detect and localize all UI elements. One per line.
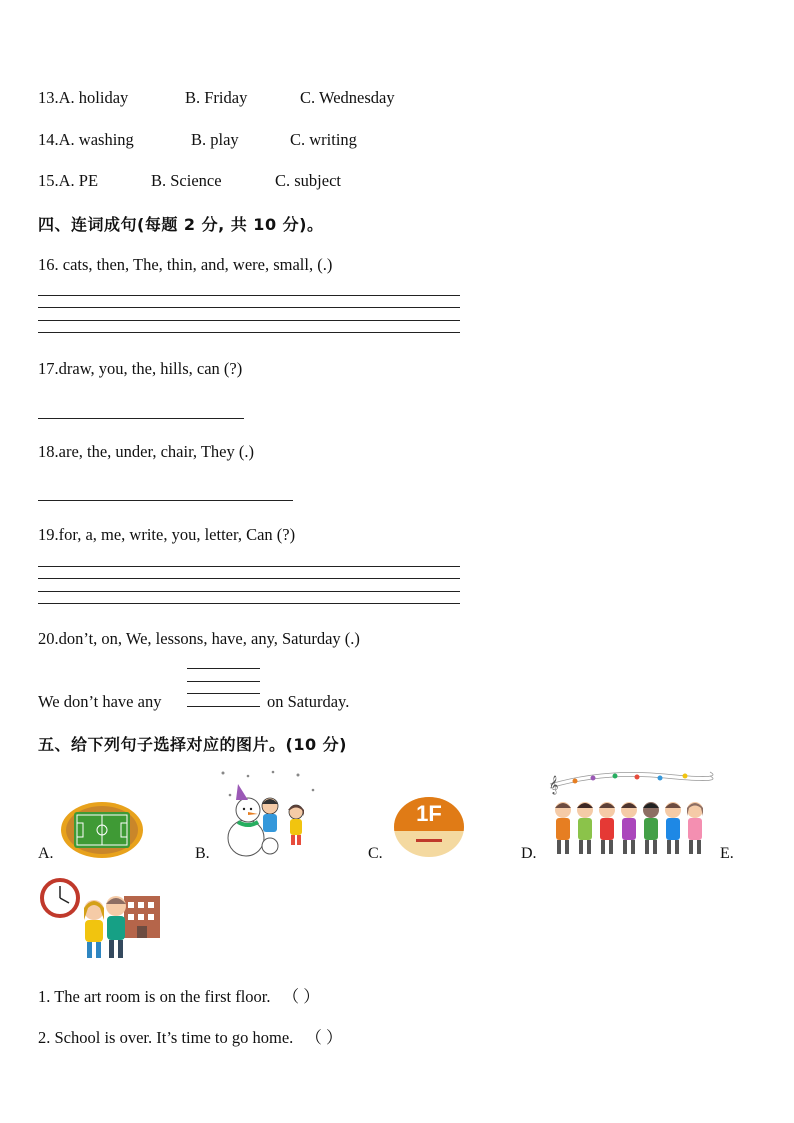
option-c: C. subject (275, 171, 341, 190)
question-20: 20.don’t, on, We, lessons, have, any, Saturday (.) (38, 629, 360, 648)
question-number: 15. (38, 171, 59, 190)
question-15 (38, 171, 98, 191)
option-a: A. holiday (58, 88, 129, 107)
answer-blank[interactable]: （ ） (305, 1028, 343, 1047)
answer-line[interactable] (38, 295, 460, 296)
sentence-text: 2. School is over. It’s time to go home. (38, 1028, 294, 1047)
answer-line[interactable] (38, 320, 460, 321)
answer-line[interactable] (187, 706, 260, 707)
picture-label-e: E. (720, 845, 734, 862)
first-floor-sign-picture (394, 797, 464, 857)
question-16: 16. cats, then, The, thin, and, were, small, (.) (38, 255, 333, 274)
answer-line[interactable] (187, 668, 260, 669)
picture-label-d: D. (521, 845, 537, 862)
option-a: A. washing (58, 130, 134, 149)
answer-line[interactable] (187, 693, 260, 694)
option-b: B. play (191, 130, 239, 149)
question-13 (38, 88, 128, 108)
answer-line[interactable] (38, 307, 460, 308)
question-number: 13. (38, 88, 59, 107)
option-c: C. Wednesday (300, 88, 395, 107)
sentence-prefix: We don’t have any (38, 692, 162, 711)
match-sentence-2 (38, 1024, 343, 1048)
football-field-picture (60, 800, 145, 860)
section-4-title: 四、连词成句(每题 2 分, 共 10 分)。 (38, 215, 324, 234)
going-home-picture (40, 876, 162, 962)
answer-line[interactable] (38, 591, 460, 592)
answer-line[interactable] (38, 332, 460, 333)
floor-number-label: 1F (416, 801, 442, 826)
question-14 (38, 130, 134, 150)
option-c: C. writing (290, 130, 357, 149)
option-a: A. PE (58, 171, 99, 190)
singing-children-picture (545, 766, 711, 860)
section-5-title: 五、给下列句子选择对应的图片。(10 分) (38, 735, 347, 754)
option-b: B. Science (151, 171, 222, 190)
option-b: B. Friday (185, 88, 248, 107)
answer-line[interactable] (187, 681, 260, 682)
sentence-text: 1. The art room is on the first floor. (38, 987, 271, 1006)
answer-line[interactable] (38, 500, 293, 501)
picture-label-a: A. (38, 845, 54, 862)
sentence-suffix: on Saturday. (267, 692, 350, 711)
picture-label-c: C. (368, 845, 383, 862)
match-sentence-1 (38, 983, 320, 1007)
question-17: 17.draw, you, the, hills, can (?) (38, 359, 243, 378)
answer-line[interactable] (38, 418, 244, 419)
answer-line[interactable] (38, 603, 460, 604)
answer-line[interactable] (38, 578, 460, 579)
answer-line[interactable] (38, 566, 460, 567)
question-number: 14. (38, 130, 59, 149)
picture-label-b: B. (195, 845, 210, 862)
answer-blank[interactable]: （ ） (282, 987, 320, 1006)
question-18: 18.are, the, under, chair, They (.) (38, 442, 254, 461)
snowman-picture (218, 770, 318, 858)
svg-text:𝄞: 𝄞 (549, 775, 559, 794)
question-19: 19.for, a, me, write, you, letter, Can (?) (38, 525, 296, 544)
